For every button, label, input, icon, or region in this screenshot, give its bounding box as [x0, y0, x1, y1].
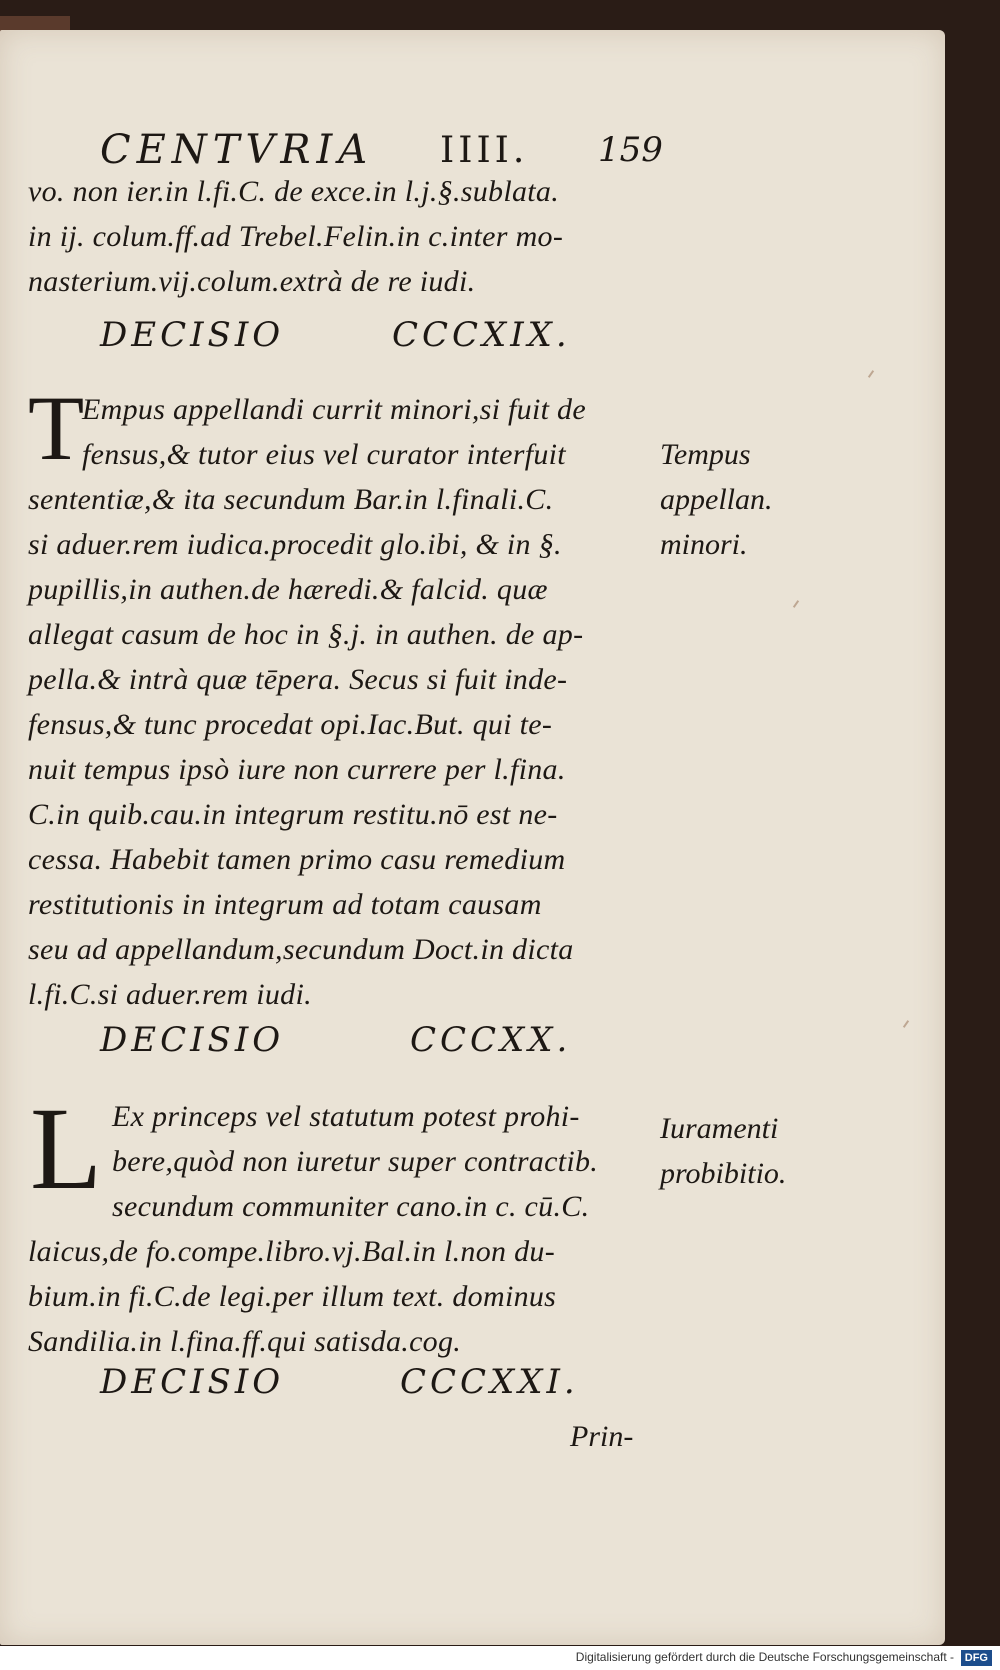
- body-line: Ex princeps vel statutum potest prohi-: [112, 1100, 580, 1133]
- body-line: pupillis,in authen.de hæredi.& falcid. quæ: [28, 573, 548, 606]
- margin-note-line: appellan.: [660, 483, 773, 516]
- digitization-footer: [0, 1646, 1000, 1670]
- paper-speck: [868, 370, 874, 378]
- section-heading-word: DECISIO: [100, 1362, 285, 1402]
- paper-speck: [903, 1020, 909, 1028]
- paper-speck: [793, 600, 799, 608]
- section-heading-number: CCCXIX.: [392, 315, 571, 355]
- dfg-logo: DFG: [961, 1650, 992, 1666]
- body-line: cessa. Habebit tamen primo casu remedium: [28, 843, 566, 876]
- drop-cap: T: [28, 377, 85, 479]
- body-line: laicus,de fo.compe.libro.vj.Bal.in l.non du-: [28, 1235, 556, 1268]
- body-line: fensus,& tutor eius vel curator interfuit: [82, 438, 566, 471]
- body-line: allegat casum de hoc in §.j. in authen. de ap-: [28, 618, 584, 651]
- margin-note-line: minori.: [660, 528, 748, 561]
- running-header-numeral: IIII.: [440, 130, 529, 171]
- body-line: restitutionis in integrum ad totam causam: [28, 888, 542, 921]
- page-number: 159: [598, 130, 663, 170]
- drop-cap: L: [30, 1083, 103, 1214]
- body-line: pella.& intrà quæ tēpera. Secus si fuit inde-: [28, 663, 568, 696]
- body-line: C.in quib.cau.in integrum restitu.nō est ne-: [28, 798, 558, 831]
- body-line: seu ad appellandum,secundum Doct.in dicta: [28, 933, 574, 966]
- body-line: Sandilia.in l.fina.ff.qui satisda.cog.: [28, 1325, 462, 1358]
- book-page: [0, 30, 945, 1645]
- continuation-line: vo. non ier.in l.fi.C. de exce.in l.j.§.sublata.: [28, 175, 559, 208]
- body-line: sententiæ,& ita secundum Bar.in l.finali.C.: [28, 483, 554, 516]
- catchword: Prin-: [570, 1420, 634, 1453]
- section-heading-word: DECISIO: [100, 315, 285, 355]
- body-line: l.fi.C.si aduer.rem iudi.: [28, 978, 312, 1011]
- section-heading-number: CCCXX.: [410, 1020, 572, 1060]
- continuation-line: in ij. colum.ff.ad Trebel.Felin.in c.inter mo-: [28, 220, 564, 253]
- running-header-title: CENTVRIA: [100, 127, 374, 173]
- section-heading-word: DECISIO: [100, 1020, 285, 1060]
- margin-note-line: Tempus: [660, 438, 751, 471]
- body-line: fensus,& tunc procedat opi.Iac.But. qui te-: [28, 708, 553, 741]
- body-line: Empus appellandi currit minori,si fuit de: [82, 393, 586, 426]
- body-line: bium.in fi.C.de legi.per illum text. dominus: [28, 1280, 557, 1313]
- margin-note-line: Iuramenti: [660, 1112, 779, 1145]
- body-line: secundum communiter cano.in c. cū.C.: [112, 1190, 590, 1223]
- footer-credit: Digitalisierung gefördert durch die Deutsche Forschungsgemeinschaft -: [575, 1650, 954, 1664]
- continuation-line: nasterium.vij.colum.extrà de re iudi.: [28, 265, 476, 298]
- margin-note-line: probibitio.: [660, 1157, 787, 1190]
- body-line: si aduer.rem iudica.procedit glo.ibi, & in §.: [28, 528, 562, 561]
- body-line: bere,quòd non iuretur super contractib.: [112, 1145, 599, 1178]
- body-line: nuit tempus ipsò iure non currere per l.fina.: [28, 753, 566, 786]
- section-heading-number: CCCXXI.: [400, 1362, 579, 1402]
